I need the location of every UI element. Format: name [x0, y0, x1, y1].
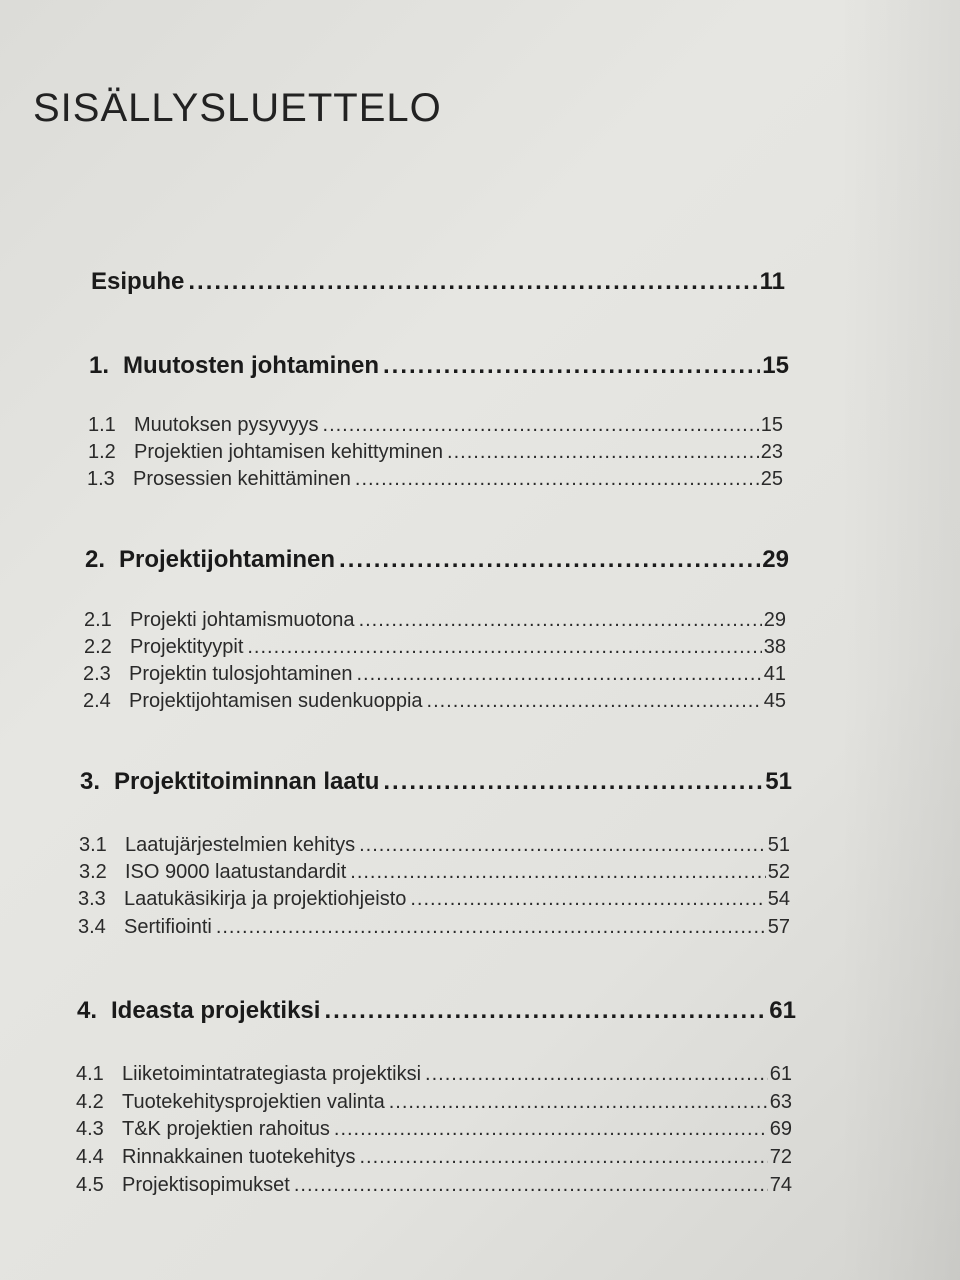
toc-entry-page-number: 15 — [760, 414, 783, 436]
toc-entry-label: Projektijohtamisen sudenkuoppia — [129, 690, 423, 712]
toc-section-entry — [76, 1091, 792, 1114]
toc-entry-number: 4. — [77, 997, 98, 1024]
toc-chapter-entry — [80, 768, 792, 796]
toc-entry-number: 2. — [85, 546, 106, 573]
toc-section-entry — [88, 441, 783, 464]
toc-entry-number: 4.3 — [76, 1118, 104, 1140]
toc-entry-number: 2.3 — [83, 663, 111, 685]
toc-entry-number: 1.3 — [87, 468, 115, 490]
toc-entry-number: 3.1 — [79, 834, 107, 856]
toc-dot-leader — [356, 663, 761, 686]
page-edge-shadow — [840, 0, 960, 1280]
toc-entry-page-number: 72 — [769, 1146, 792, 1168]
toc-section-entry — [76, 1118, 792, 1141]
toc-dot-leader — [359, 834, 766, 857]
toc-entry-page-number: 54 — [767, 888, 790, 910]
toc-entry-number: 4.1 — [76, 1063, 104, 1085]
toc-chapter-entry — [77, 997, 796, 1025]
toc-dot-leader — [188, 268, 757, 296]
toc-entry-label: Muutosten johtaminen — [123, 352, 379, 379]
toc-entry-page-number: 51 — [767, 834, 790, 856]
toc-entry-number: 2.2 — [84, 636, 112, 658]
toc-entry-label: Tuotekehitysprojektien valinta — [122, 1091, 385, 1113]
toc-dot-leader — [324, 997, 767, 1025]
toc-entry-page-number: 57 — [767, 916, 790, 938]
toc-chapter-entry — [91, 268, 785, 296]
toc-dot-leader — [425, 1063, 768, 1086]
toc-entry-label: ISO 9000 laatustandardit — [125, 861, 347, 883]
toc-section-entry — [87, 468, 783, 491]
toc-entry-label: Projekti johtamismuotona — [130, 609, 355, 631]
toc-entry-page-number: 23 — [760, 441, 783, 463]
toc-section-entry — [79, 834, 790, 857]
toc-dot-leader — [355, 468, 759, 491]
toc-entry-label: Liiketoimintatrategiasta projektiksi — [122, 1063, 422, 1085]
toc-entry-number: 4.5 — [76, 1174, 104, 1196]
toc-dot-leader — [323, 414, 759, 437]
toc-entry-label: Projektisopimukset — [122, 1174, 290, 1196]
toc-entry-label: Laatujärjestelmien kehitys — [125, 834, 356, 856]
toc-entry-label: Projektijohtaminen — [119, 546, 336, 573]
toc-entry-label: Muutoksen pysyvyys — [134, 414, 319, 436]
toc-entry-page-number: 52 — [767, 861, 790, 883]
toc-entry-label: Projektien johtamisen kehittyminen — [134, 441, 444, 463]
toc-entry-number: 2.4 — [83, 690, 111, 712]
toc-chapter-entry — [85, 546, 789, 574]
toc-entry-page-number: 38 — [763, 636, 786, 658]
toc-section-entry — [84, 609, 786, 632]
toc-entry-page-number: 11 — [759, 268, 785, 295]
toc-entry-number: 4.4 — [76, 1146, 104, 1168]
toc-chapter-entry — [89, 352, 789, 380]
toc-dot-leader — [339, 546, 760, 574]
toc-section-entry — [83, 663, 786, 686]
toc-entry-label: Sertifiointi — [124, 916, 212, 938]
toc-section-entry — [78, 916, 790, 939]
toc-entry-page-number: 45 — [763, 690, 786, 712]
toc-dot-leader — [389, 1091, 768, 1114]
toc-entry-page-number: 74 — [769, 1174, 792, 1196]
toc-entry-page-number: 41 — [763, 663, 786, 685]
toc-entry-page-number: 61 — [769, 997, 796, 1024]
toc-dot-leader — [447, 441, 759, 464]
toc-dot-leader — [383, 352, 760, 380]
toc-section-entry — [83, 690, 786, 713]
toc-dot-leader — [294, 1174, 768, 1197]
toc-dot-leader — [383, 768, 763, 796]
toc-section-entry — [88, 414, 783, 437]
toc-entry-page-number: 15 — [762, 352, 789, 379]
toc-entry-label: Rinnakkainen tuotekehitys — [122, 1146, 356, 1168]
toc-dot-leader — [350, 861, 765, 884]
toc-section-entry — [76, 1146, 792, 1169]
toc-entry-number: 3.2 — [79, 861, 107, 883]
toc-entry-page-number: 25 — [760, 468, 783, 490]
toc-entry-label: Projektityypit — [130, 636, 244, 658]
toc-entry-label: Prosessien kehittäminen — [133, 468, 351, 490]
toc-entry-number: 3.4 — [78, 916, 106, 938]
toc-entry-label: Ideasta projektiksi — [111, 997, 321, 1024]
toc-section-entry — [79, 861, 790, 884]
toc-dot-leader — [410, 888, 765, 911]
toc-dot-leader — [334, 1118, 768, 1141]
toc-entry-label: Projektitoiminnan laatu — [114, 768, 380, 795]
toc-entry-page-number: 61 — [769, 1063, 792, 1085]
toc-entry-label: Esipuhe — [91, 268, 185, 295]
toc-section-entry — [76, 1063, 792, 1086]
toc-entry-number: 1.2 — [88, 441, 116, 463]
toc-entry-page-number: 69 — [769, 1118, 792, 1140]
toc-dot-leader — [359, 609, 762, 632]
toc-section-entry — [84, 636, 786, 659]
toc-dot-leader — [247, 636, 761, 659]
toc-entry-number: 1.1 — [88, 414, 116, 436]
toc-entry-label: T&K projektien rahoitus — [122, 1118, 330, 1140]
toc-entry-label: Laatukäsikirja ja projektiohjeisto — [124, 888, 407, 910]
toc-entry-number: 4.2 — [76, 1091, 104, 1113]
toc-entry-page-number: 29 — [762, 546, 789, 573]
toc-section-entry — [78, 888, 790, 911]
toc-entry-label: Projektin tulosjohtaminen — [129, 663, 353, 685]
toc-entry-number: 1. — [89, 352, 110, 379]
toc-entry-number: 3. — [80, 768, 101, 795]
toc-section-entry — [76, 1174, 792, 1197]
page-title: SISÄLLYSLUETTELO — [33, 86, 442, 130]
toc-entry-page-number: 51 — [765, 768, 792, 795]
toc-dot-leader — [359, 1146, 767, 1169]
toc-entry-page-number: 29 — [763, 609, 786, 631]
toc-entry-number: 2.1 — [84, 609, 112, 631]
toc-entry-number: 3.3 — [78, 888, 106, 910]
toc-dot-leader — [427, 690, 762, 713]
toc-entry-page-number: 63 — [769, 1091, 792, 1113]
toc-dot-leader — [216, 916, 766, 939]
